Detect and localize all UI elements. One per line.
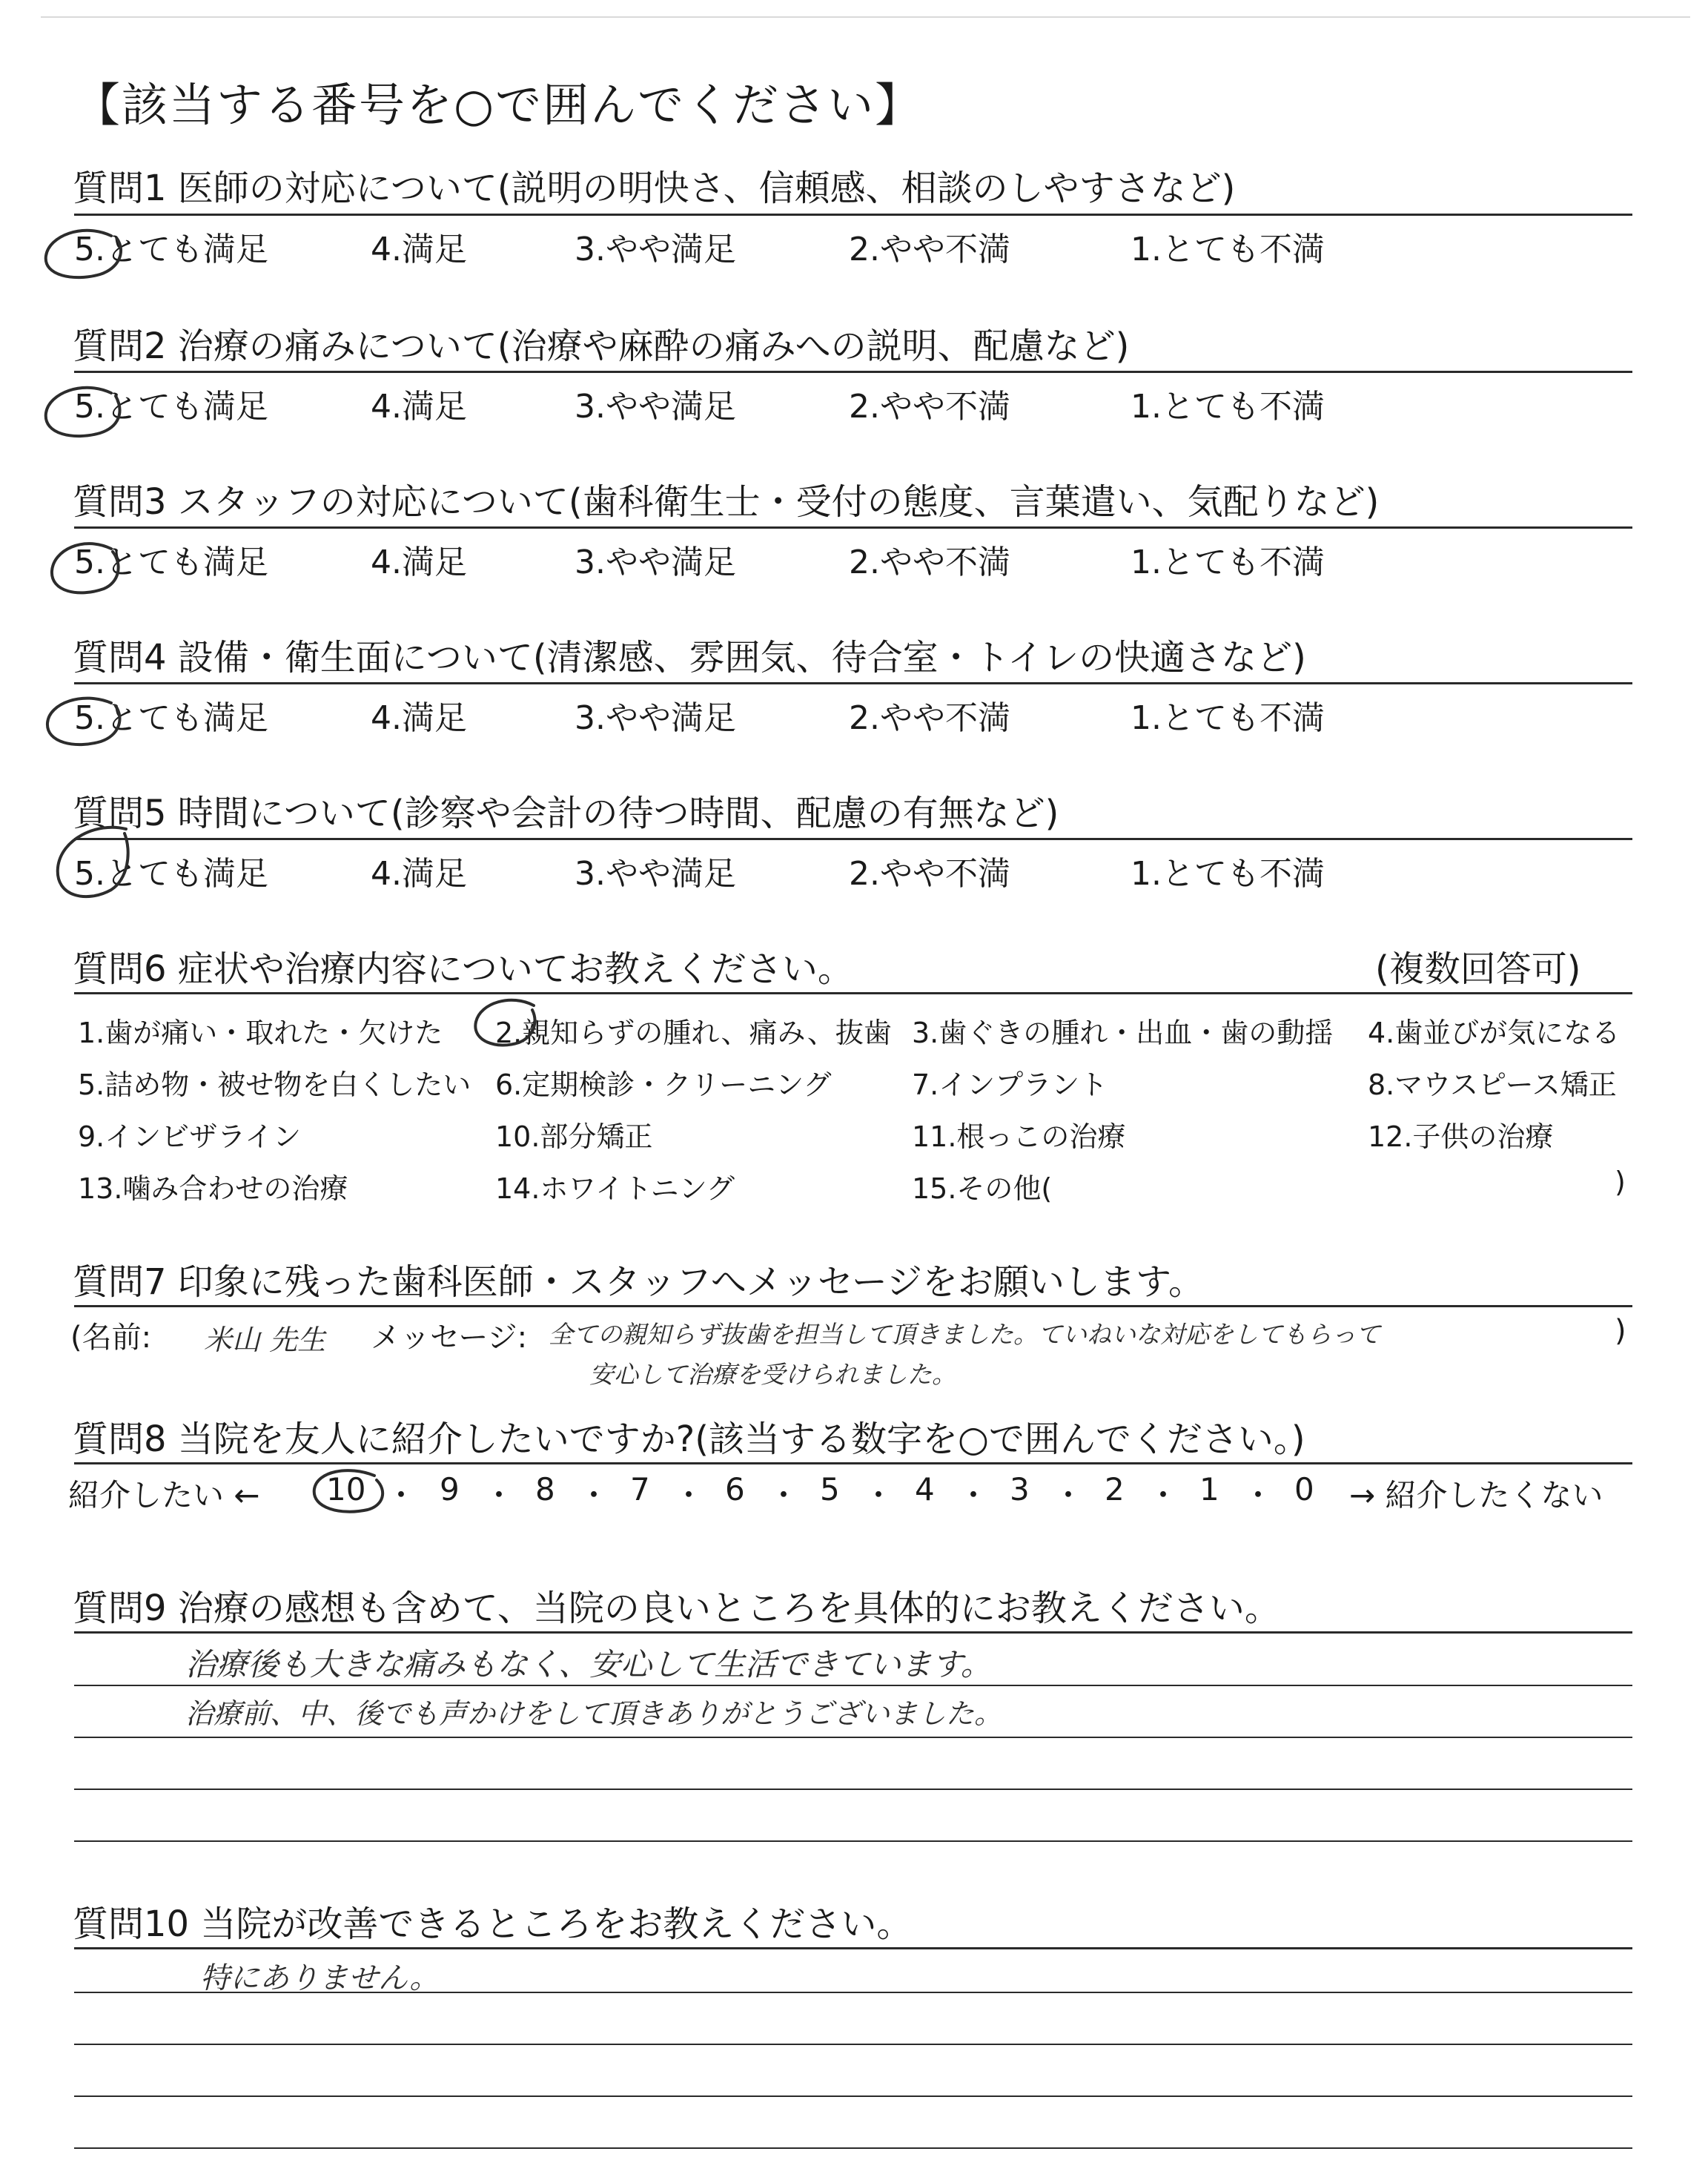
- q6-item-5[interactable]: 5.詰め物・被せ物を白くしたい: [78, 1069, 471, 1101]
- question-8-title: 質問8 当院を友人に紹介したいですか?(該当する数字を○で囲んでください。): [73, 1418, 1305, 1460]
- q5-option-5[interactable]: 5.とても満足: [74, 855, 268, 893]
- q6-item-9[interactable]: 9.インビザライン: [78, 1120, 302, 1153]
- q6-item-3[interactable]: 3.歯ぐきの腫れ・出血・歯の動揺: [912, 1017, 1334, 1049]
- q4-option-5[interactable]: 5.とても満足: [74, 699, 268, 737]
- q6-item-15[interactable]: 15.その他(: [912, 1172, 1053, 1205]
- q7-message-line1[interactable]: 全ての親知らず抜歯を担当して頂きました。ていねいな対応をしてもらって: [549, 1320, 1380, 1349]
- q8-scale-5[interactable]: 5: [820, 1471, 840, 1507]
- q9-answer-line2[interactable]: 治療前、中、後でも声かけをして頂きありがとうございました。: [185, 1697, 1003, 1730]
- question-3-title: 質問3 スタッフの対応について(歯科衛生士・受付の態度、言葉遣い、気配りなど): [73, 481, 1380, 523]
- q7-message-label: メッセージ:: [371, 1321, 528, 1355]
- q7-close-paren: ): [1615, 1314, 1626, 1348]
- q3-option-3[interactable]: 3.やや満足: [575, 544, 736, 581]
- q6-item-2[interactable]: 2.親知らずの腫れ、痛み、抜歯: [495, 1017, 892, 1049]
- q3-option-1[interactable]: 1.とても不満: [1131, 544, 1325, 581]
- question-4-title: 質問4 設備・衛生面について(清潔感、雰囲気、待合室・トイレの快適さなど): [73, 637, 1306, 678]
- q8-scale-9[interactable]: 9: [440, 1471, 460, 1507]
- q4-option-4[interactable]: 4.満足: [371, 699, 467, 737]
- q6-item-7[interactable]: 7.インプラント: [912, 1069, 1108, 1101]
- question-6-note: (複数回答可): [1375, 948, 1581, 990]
- q8-scale-6[interactable]: 6: [725, 1471, 745, 1507]
- q2-option-5[interactable]: 5.とても満足: [74, 388, 268, 426]
- q8-scale-3[interactable]: 3: [1010, 1471, 1030, 1507]
- q6-other-close-paren: ): [1615, 1166, 1626, 1198]
- q6-item-14[interactable]: 14.ホワイトニング: [495, 1172, 735, 1205]
- q8-scale-0[interactable]: 0: [1294, 1471, 1314, 1507]
- q7-name-handwritten[interactable]: 米山 先生: [204, 1324, 326, 1356]
- q5-selection-circle: [58, 828, 128, 896]
- question-9-title: 質問9 治療の感想も含めて、当院の良いところを具体的にお教えください。: [73, 1588, 1280, 1629]
- q8-separator: ・: [673, 1477, 705, 1513]
- q4-selection-circle: [47, 698, 120, 745]
- q8-scale-1[interactable]: 1: [1199, 1471, 1219, 1507]
- q1-option-4[interactable]: 4.満足: [371, 231, 467, 268]
- q6-item-6[interactable]: 6.定期検診・クリーニング: [495, 1069, 832, 1101]
- q1-option-1[interactable]: 1.とても不満: [1131, 231, 1325, 268]
- q8-separator: ・: [578, 1477, 610, 1513]
- q2-option-3[interactable]: 3.やや満足: [575, 388, 736, 426]
- q9-answer-line1[interactable]: 治療後も大きな痛みもなく、安心して生活できています。: [185, 1646, 992, 1682]
- q5-option-3[interactable]: 3.やや満足: [575, 855, 736, 893]
- q6-item-4[interactable]: 4.歯並びが気になる: [1368, 1017, 1621, 1049]
- q8-separator: ・: [1148, 1477, 1179, 1513]
- q10-answer-line1[interactable]: 特にありません。: [200, 1961, 440, 1995]
- q8-scale-7[interactable]: 7: [630, 1471, 650, 1507]
- q6-item-12[interactable]: 12.子供の治療: [1368, 1120, 1554, 1153]
- q8-scale-10[interactable]: 10: [326, 1471, 366, 1507]
- q8-separator: ・: [1242, 1477, 1274, 1513]
- q4-option-1[interactable]: 1.とても不満: [1131, 699, 1325, 737]
- question-5-title: 質問5 時間について(診察や会計の待つ時間、配慮の有無など): [73, 793, 1059, 834]
- q5-option-2[interactable]: 2.やや不満: [849, 855, 1010, 893]
- q3-selection-circle: [52, 544, 119, 592]
- q8-scale-4[interactable]: 4: [915, 1471, 935, 1507]
- q3-option-4[interactable]: 4.満足: [371, 544, 467, 581]
- q8-separator: ・: [1053, 1477, 1085, 1513]
- q3-option-2[interactable]: 2.やや不満: [849, 544, 1010, 581]
- q6-item-8[interactable]: 8.マウスピース矯正: [1368, 1069, 1617, 1101]
- question-1-title: 質問1 医師の対応について(説明の明快さ、信頼感、相談のしやすさなど): [73, 168, 1236, 209]
- q7-name-label: (名前:: [70, 1321, 152, 1355]
- q1-selection-circle: [46, 231, 121, 277]
- q8-separator: ・: [958, 1477, 990, 1513]
- question-10-title: 質問10 当院が改善できるところをお教えください。: [73, 1903, 913, 1945]
- q2-option-4[interactable]: 4.満足: [371, 388, 467, 426]
- q2-option-2[interactable]: 2.やや不満: [849, 388, 1010, 426]
- q8-scale-2[interactable]: 2: [1105, 1471, 1125, 1507]
- q4-option-3[interactable]: 3.やや満足: [575, 699, 736, 737]
- q7-message-line2[interactable]: 安心して治療を受けられました。: [589, 1360, 956, 1389]
- q2-option-1[interactable]: 1.とても不満: [1131, 388, 1325, 426]
- page-title: 【該当する番号を○で囲んでください】: [74, 78, 923, 132]
- question-7-title: 質問7 印象に残った歯科医師・スタッフへメッセージをお願いします。: [73, 1261, 1205, 1303]
- q8-right-label: → 紹介したくない: [1349, 1477, 1603, 1513]
- question-6-title: 質問6 症状や治療内容についてお教えください。: [73, 948, 853, 990]
- q5-option-1[interactable]: 1.とても不満: [1131, 855, 1325, 893]
- q2-selection-circle: [46, 388, 120, 436]
- q8-left-label: 紹介したい ←: [68, 1477, 260, 1513]
- q6-item-11[interactable]: 11.根っこの治療: [912, 1120, 1126, 1153]
- q8-separator: ・: [483, 1477, 515, 1513]
- q5-option-4[interactable]: 4.満足: [371, 855, 467, 893]
- q1-option-2[interactable]: 2.やや不満: [849, 231, 1010, 268]
- q8-selection-circle: [314, 1470, 383, 1512]
- q1-option-5[interactable]: 5.とても満足: [74, 231, 268, 268]
- question-2-title: 質問2 治療の痛みについて(治療や麻酔の痛みへの説明、配慮など): [73, 326, 1130, 367]
- q6-item-1[interactable]: 1.歯が痛い・取れた・欠けた: [78, 1017, 443, 1049]
- q8-separator: ・: [385, 1477, 417, 1513]
- q3-option-5[interactable]: 5.とても満足: [74, 544, 268, 581]
- q6-item-10[interactable]: 10.部分矯正: [495, 1120, 653, 1153]
- q6-selection-circle: [475, 1000, 534, 1046]
- q1-option-3[interactable]: 3.やや満足: [575, 231, 736, 268]
- q8-scale-8[interactable]: 8: [535, 1471, 555, 1507]
- q8-separator: ・: [768, 1477, 800, 1513]
- q8-separator: ・: [863, 1477, 895, 1513]
- q4-option-2[interactable]: 2.やや不満: [849, 699, 1010, 737]
- q6-item-13[interactable]: 13.噛み合わせの治療: [78, 1172, 348, 1205]
